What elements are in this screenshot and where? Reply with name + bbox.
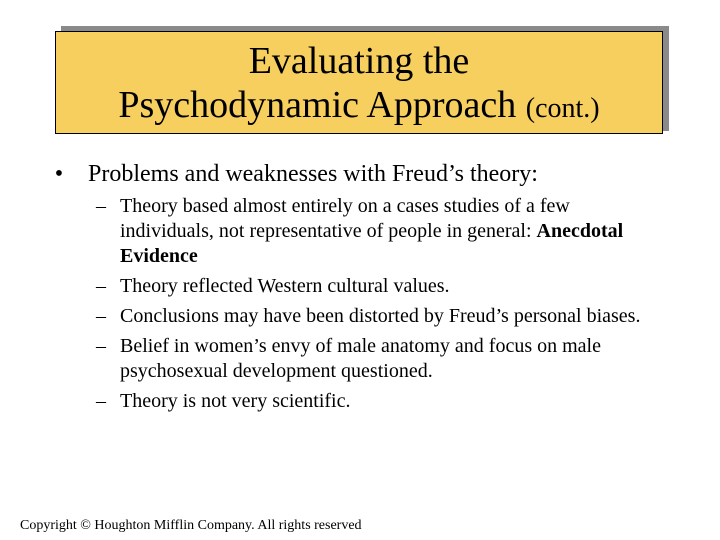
bullet-marker: • bbox=[54, 161, 64, 187]
sub-bullet-item bbox=[0, 389, 660, 414]
dash-marker: – bbox=[96, 275, 106, 297]
sub-bullet-item bbox=[0, 334, 660, 384]
sub-bullet-text: Conclusions may have been distorted by Freud’s personal biases. bbox=[120, 305, 641, 327]
dash-marker: – bbox=[96, 305, 106, 327]
slide-title-suffix: (cont.) bbox=[525, 93, 600, 124]
slide-title-line2 bbox=[56, 82, 662, 132]
sub-bullet-list bbox=[0, 194, 660, 414]
sub-bullet-item bbox=[0, 274, 660, 299]
slide-title-main: Psychodynamic Approach bbox=[118, 84, 517, 126]
sub-bullet-text: Theory reflected Western cultural values. bbox=[120, 275, 450, 297]
slide-title-line1: Evaluating the bbox=[248, 40, 470, 82]
anecdotal-evidence-emphasis: Anecdotal Evidence bbox=[120, 220, 624, 267]
main-bullet-text: Problems and weaknesses with Freud’s theory: bbox=[88, 161, 538, 187]
main-bullet bbox=[30, 158, 538, 190]
sub-bullet-item bbox=[0, 194, 660, 269]
sub-bullet-text: Belief in women’s envy of male anatomy and focus on male psychosexual development questioned. bbox=[120, 335, 601, 382]
slide-title-box bbox=[55, 31, 663, 134]
copyright-footer: Copyright © Houghton Mifflin Company. All rights reserved bbox=[20, 518, 362, 533]
dash-marker: – bbox=[96, 195, 106, 217]
sub-bullet-text bbox=[120, 194, 660, 269]
dash-marker: – bbox=[96, 390, 106, 412]
sub-bullet-body: Theory based almost entirely on a cases studies of a few individuals, not representative of people in general: bbox=[120, 195, 570, 242]
sub-bullet-text: Theory is not very scientific. bbox=[120, 390, 351, 412]
dash-marker: – bbox=[96, 335, 106, 357]
sub-bullet-item bbox=[0, 304, 660, 329]
